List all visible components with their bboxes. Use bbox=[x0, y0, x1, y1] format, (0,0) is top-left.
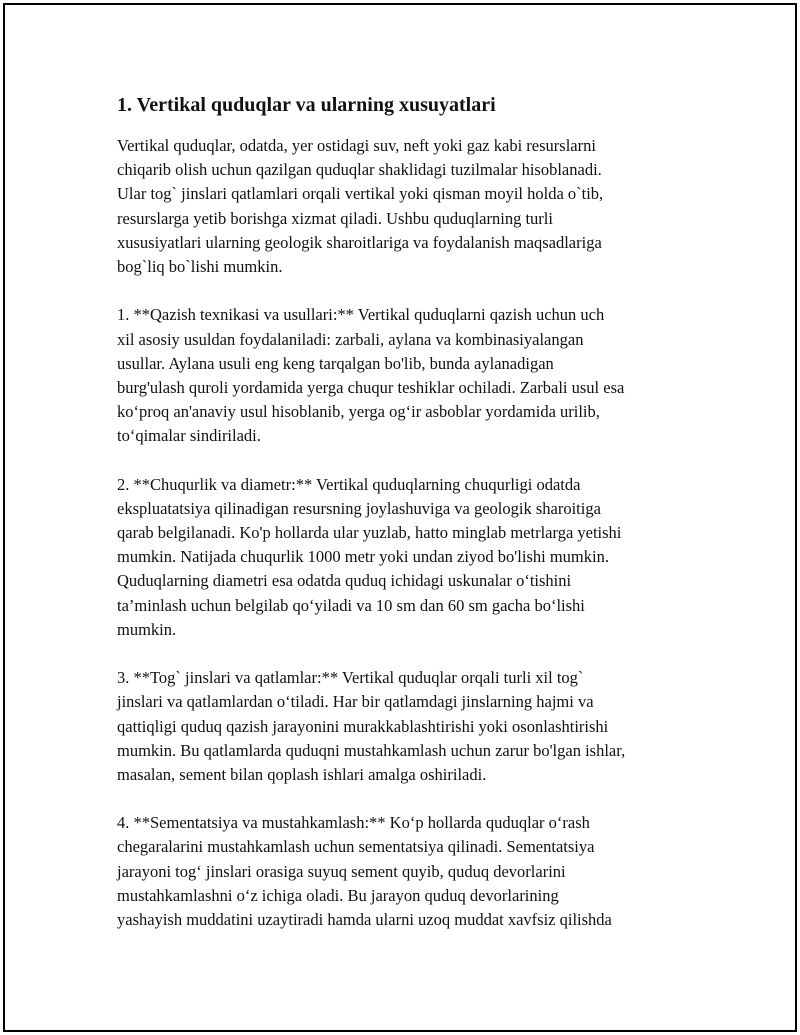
paragraph-gap bbox=[117, 642, 692, 666]
paragraph-item-2 bbox=[117, 473, 692, 642]
text-line: qattiqligi quduq qazish jarayonini murakkablashtirishi yoki osonlashtirishi bbox=[117, 716, 609, 736]
paragraph-intro bbox=[117, 134, 692, 279]
paragraph-item-3 bbox=[117, 666, 692, 787]
text-line: to‘qimalar sindiriladi. bbox=[117, 426, 261, 446]
text-line: 3. **Tog` jinslari va qatlamlar:** Vertikal quduqlar orqali turli xil tog` bbox=[117, 668, 584, 688]
spacer bbox=[117, 118, 692, 134]
text-line: masalan, sement bilan qoplash ishlari amalga oshiriladi. bbox=[117, 764, 487, 784]
text-line: usullar. Aylana usuli eng keng tarqalgan bo'lib, bunda aylanadigan bbox=[117, 353, 554, 373]
text-line: 2. **Chuqurlik va diametr:** Vertikal quduqlarning chuqurligi odatda bbox=[117, 474, 581, 494]
text-line: ta’minlash uchun belgilab qo‘yiladi va 10 sm dan 60 sm gacha bo‘lishi bbox=[117, 595, 585, 615]
text-line: jinslari va qatlamlardan o‘tiladi. Har bir qatlamdagi jinslarning hajmi va bbox=[117, 692, 594, 712]
text-line: Quduqlarning diametri esa odatda quduq ichidagi uskunalar o‘tishini bbox=[117, 571, 572, 591]
text-line: mumkin. Bu qatlamlarda quduqni mustahkamlash uchun zarur bo'lgan ishlar, bbox=[117, 740, 626, 760]
text-line: yashayish muddatini uzaytiradi hamda ularni uzoq muddat xavfsiz qilishda bbox=[117, 910, 612, 929]
text-line: qarab belgilanadi. Ko'p hollarda ular yuzlab, hatto minglab metrlarga yetishi bbox=[117, 523, 622, 542]
paragraph-item-1 bbox=[117, 303, 692, 448]
text-line: xususiyatlari ularning geologik sharoitlariga va foydalanish maqsadlariga bbox=[117, 232, 602, 252]
paragraph-gap bbox=[117, 279, 692, 303]
section-title: 1. Vertikal quduqlar va ularning xusuyatlari bbox=[117, 94, 496, 116]
paragraph-gap bbox=[117, 787, 692, 811]
text-line: 4. **Sementatsiya va mustahkamlash:** Ko‘p hollarda quduqlar o‘rash bbox=[117, 813, 590, 833]
text-line: resurslarga yetib borishga xizmat qiladi. Ushbu quduqlarning turli bbox=[117, 208, 553, 228]
text-line: burg'ulash quroli yordamida yerga chuqur teshiklar ochiladi. Zarbali usul esa bbox=[117, 377, 625, 397]
text-line: jarayoni tog‘ jinslari orasiga suyuq sement quyib, quduq devorlarini bbox=[117, 861, 566, 881]
text-line: ekspluatatsiya qilinadigan resursning joylashuviga va geologik sharoitiga bbox=[117, 498, 601, 518]
text-line: mumkin. Natijada chuqurlik 1000 metr yoki undan ziyod bo'lishi mumkin. bbox=[117, 547, 609, 567]
text-line: xil asosiy usuldan foydalaniladi: zarbali, aylana va kombinasiyalangan bbox=[117, 329, 584, 349]
text-line: bog`liq bo`lishi mumkin. bbox=[117, 256, 283, 276]
text-line: mumkin. bbox=[117, 619, 177, 639]
text-line: Ular tog` jinslari qatlamlari orqali vertikal yoki qisman moyil holda o`tib, bbox=[117, 184, 604, 204]
text-line: chegaralarini mustahkamlash uchun sementatsiya qilinadi. Sementatsiya bbox=[117, 837, 595, 857]
text-line: mustahkamlashni o‘z ichiga oladi. Bu jarayon quduq devorlarining bbox=[117, 885, 559, 905]
document-body bbox=[117, 92, 692, 932]
text-line: 1. **Qazish texnikasi va usullari:** Vertikal quduqlarni qazish uchun uch bbox=[117, 305, 605, 325]
text-line: chiqarib olish uchun qazilgan quduqlar shaklidagi tuzilmalar hisoblanadi. bbox=[117, 160, 602, 180]
paragraph-gap bbox=[117, 448, 692, 472]
text-line: Vertikal quduqlar, odatda, yer ostidagi suv, neft yoki gaz kabi resurslarni bbox=[117, 136, 596, 155]
text-line: ko‘proq an'anaviy usul hisoblanib, yerga og‘ir asboblar yordamida urilib, bbox=[117, 402, 600, 422]
paragraph-item-4 bbox=[117, 811, 692, 932]
